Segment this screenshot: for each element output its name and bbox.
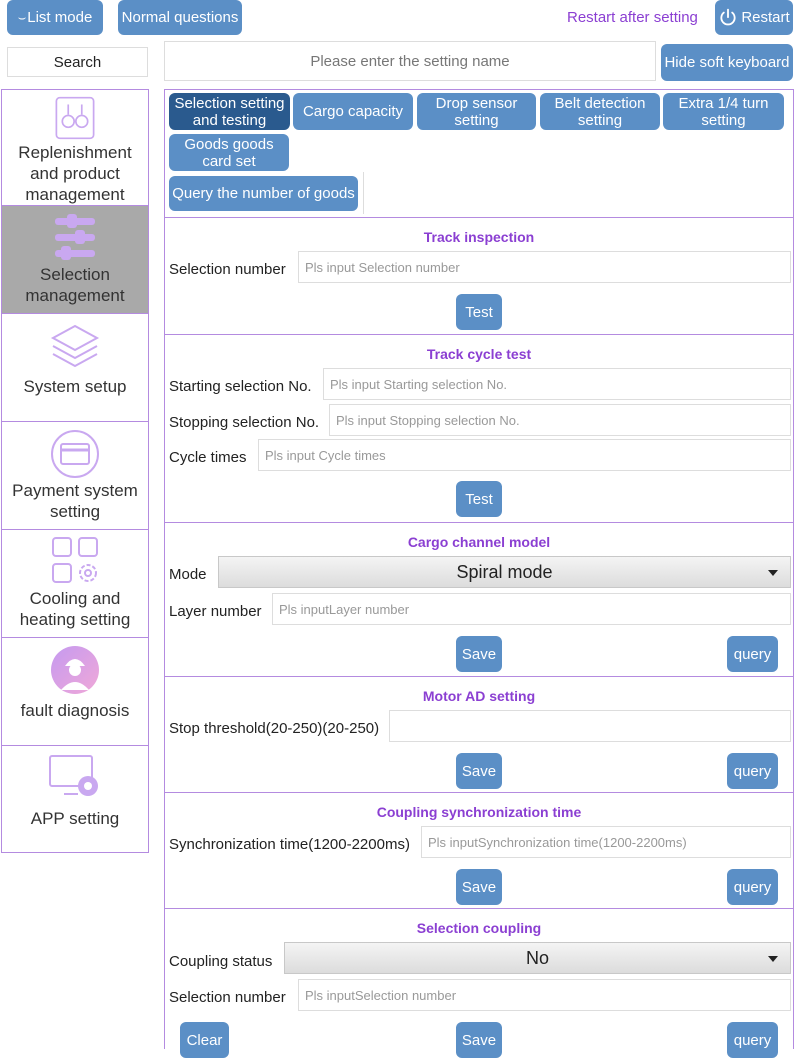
tab-selection-setting[interactable]: Selection setting and testing xyxy=(169,93,290,130)
coupling-status-label: Coupling status xyxy=(169,953,273,970)
query-button[interactable]: query xyxy=(727,869,778,905)
section-title: Selection coupling xyxy=(416,920,542,936)
stopping-selection-label: Stopping selection No. xyxy=(169,414,320,431)
tab-query-goods[interactable]: Query the number of goods xyxy=(169,176,358,211)
stopping-selection-input[interactable] xyxy=(329,404,791,436)
power-icon xyxy=(718,8,738,28)
sync-time-label: Synchronization time(1200-2200ms) xyxy=(169,836,410,853)
save-button[interactable]: Save xyxy=(456,869,502,905)
caret-down-icon xyxy=(768,570,778,576)
query-button[interactable]: query xyxy=(727,636,778,672)
sync-time-input[interactable] xyxy=(421,826,791,858)
sidebar-item-app-setting[interactable] xyxy=(2,746,148,852)
stop-threshold-input[interactable] xyxy=(389,710,791,742)
sidebar-item-label: Cooling and heating setting xyxy=(19,589,131,629)
selection-number-input[interactable] xyxy=(298,979,791,1011)
sidebar-item-cooling-heating[interactable] xyxy=(2,530,148,638)
tab-belt-detection[interactable]: Belt detection setting xyxy=(540,93,660,130)
track-cycle-section xyxy=(165,334,793,522)
sidebar-item-label: Payment system setting xyxy=(12,481,138,521)
mode-label: Mode xyxy=(169,566,207,583)
starting-selection-input[interactable] xyxy=(323,368,791,400)
sliders-icon xyxy=(49,212,101,264)
test-button[interactable]: Test xyxy=(456,481,502,517)
starting-selection-label: Starting selection No. xyxy=(169,378,312,395)
query-button[interactable]: query xyxy=(727,1022,778,1058)
normal-questions-button[interactable]: Normal questions xyxy=(118,0,242,35)
selection-number-input[interactable] xyxy=(298,251,791,283)
sidebar-item-replenishment[interactable] xyxy=(2,90,148,206)
stop-threshold-label: Stop threshold(20-250)(20-250) xyxy=(169,720,380,737)
selection-number-label: Selection number xyxy=(169,989,286,1006)
tab-extra-quarter-turn[interactable]: Extra 1/4 turn setting xyxy=(663,93,784,130)
sidebar-item-label: System setup xyxy=(23,377,127,396)
cycle-times-input[interactable] xyxy=(258,439,791,471)
sidebar xyxy=(1,89,149,853)
sidebar-item-label: Replenishment and product management xyxy=(18,143,132,204)
layers-icon xyxy=(49,320,101,372)
worker-icon xyxy=(49,644,101,696)
sidebar-item-fault-diagnosis[interactable] xyxy=(2,638,148,746)
caret-down-icon xyxy=(768,956,778,962)
save-button[interactable]: Save xyxy=(456,636,502,672)
cycle-times-label: Cycle times xyxy=(169,449,247,466)
tablet-icon xyxy=(49,96,101,140)
section-title: Track inspection xyxy=(423,229,535,245)
tab-drop-sensor[interactable]: Drop sensor setting xyxy=(417,93,536,130)
selection-coupling-section xyxy=(165,908,793,1050)
monitor-gear-icon xyxy=(48,752,102,804)
grid-gear-icon xyxy=(49,536,101,588)
query-button[interactable]: query xyxy=(727,753,778,789)
search-button[interactable]: Search xyxy=(7,47,148,77)
sidebar-item-selection[interactable] xyxy=(2,206,148,314)
card-icon xyxy=(49,428,101,480)
sidebar-item-payment[interactable] xyxy=(2,422,148,530)
restart-note: Restart after setting xyxy=(567,9,698,26)
sidebar-item-system-setup[interactable] xyxy=(2,314,148,422)
cargo-channel-section xyxy=(165,522,793,676)
tab-goods-card-set[interactable]: Goods goods card set xyxy=(169,134,289,171)
tab-cargo-capacity[interactable]: Cargo capacity xyxy=(293,93,413,130)
section-title: Coupling synchronization time xyxy=(376,804,582,820)
selection-number-label: Selection number xyxy=(169,261,286,278)
sidebar-item-label: Selection management xyxy=(25,265,125,305)
restart-button[interactable]: Restart xyxy=(715,0,793,35)
layer-number-input[interactable] xyxy=(272,593,791,625)
section-title: Cargo channel model xyxy=(407,534,551,550)
sidebar-item-label: fault diagnosis xyxy=(20,701,130,720)
save-button[interactable]: Save xyxy=(456,753,502,789)
coupling-status-select[interactable]: No xyxy=(284,942,791,974)
coupling-sync-section xyxy=(165,792,793,908)
motor-ad-section xyxy=(165,676,793,792)
track-inspection-section xyxy=(165,217,793,334)
setting-name-input[interactable] xyxy=(164,41,656,81)
sidebar-item-label: APP setting xyxy=(30,809,120,828)
list-mode-button[interactable]: ⌣ List mode xyxy=(7,0,103,35)
section-title: Motor AD setting xyxy=(422,688,536,704)
layer-number-label: Layer number xyxy=(169,603,262,620)
section-title: Track cycle test xyxy=(426,346,532,362)
clear-button[interactable]: Clear xyxy=(180,1022,229,1058)
main-panel xyxy=(164,89,794,1049)
eye-closed-icon: ⌣ xyxy=(17,10,27,25)
test-button[interactable]: Test xyxy=(456,294,502,330)
mode-select[interactable]: Spiral mode xyxy=(218,556,791,588)
save-button[interactable]: Save xyxy=(456,1022,502,1058)
tab-divider xyxy=(363,172,364,214)
hide-soft-keyboard-button[interactable]: Hide soft keyboard xyxy=(661,44,793,81)
